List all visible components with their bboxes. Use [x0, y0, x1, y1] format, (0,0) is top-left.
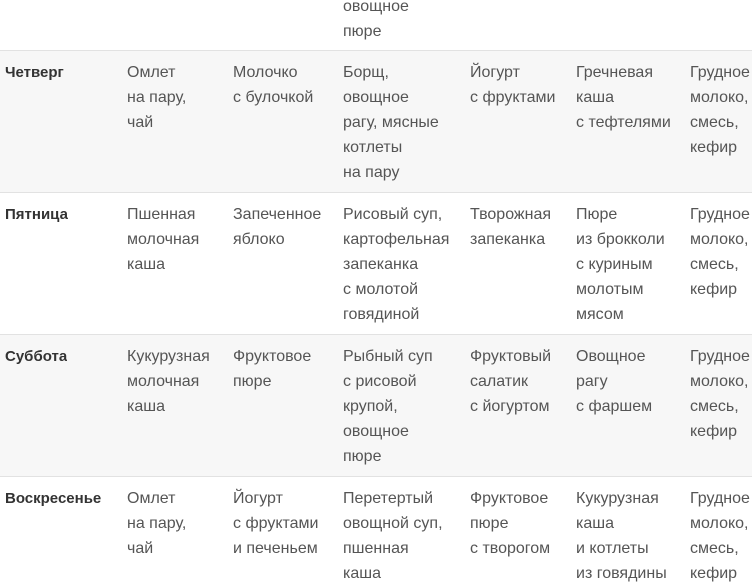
meal-cell-breakfast [127, 344, 227, 419]
meal-text-line: овощное [343, 0, 409, 15]
meal-text-line: овощное [343, 423, 409, 440]
meal-text-line: картофельная [343, 231, 450, 248]
meal-text-line: чай [127, 114, 154, 131]
meal-text-line: молоко, [690, 373, 749, 390]
meal-text-line: запеканка [470, 231, 546, 248]
meal-text-line: на пару, [127, 89, 187, 106]
meal-text-line: котлеты [343, 139, 403, 156]
meal-text-line: с куриным [576, 256, 653, 273]
day-label: Пятница [5, 206, 68, 223]
meal-cell-snack-1 [233, 202, 338, 252]
meal-text-line: с булочкой [233, 89, 314, 106]
meal-text-line: Рисовый суп, [343, 206, 443, 223]
meal-text-line: пюре [470, 515, 509, 532]
meal-text-line: Грудное [690, 348, 750, 365]
meal-cell-snack-2 [470, 202, 570, 252]
meal-text-line: с рисовой [343, 373, 417, 390]
meal-text-line: с фруктами [233, 515, 319, 532]
meal-text-line: из говядины [576, 565, 667, 582]
row-divider [0, 476, 752, 477]
meal-text-line: овощное [343, 89, 409, 106]
meal-text-line: и печеньем [233, 540, 318, 557]
meal-cell-lunch [343, 344, 463, 469]
meal-text-line: смесь, [690, 114, 739, 131]
meal-text-line: крупой, [343, 398, 398, 415]
row-divider [0, 192, 752, 193]
meal-text-line: пюре [343, 23, 382, 40]
meal-text-line: Перетертый [343, 490, 434, 507]
meal-text-line: молочная [127, 231, 200, 248]
meal-text-line: Кукурузная [576, 490, 659, 507]
meal-text-line: Йогурт [233, 490, 283, 507]
meal-text-line: кефир [690, 139, 738, 156]
meal-cell-dinner [576, 202, 684, 327]
meal-text-line: Молочко [233, 64, 298, 81]
meal-text-line: молочная [127, 373, 200, 390]
meal-cell-dinner [576, 344, 684, 419]
meal-text-line: молоко, [690, 515, 749, 532]
meal-text-line: пшенная [343, 540, 409, 557]
meal-cell-lunch [343, 60, 463, 185]
meal-text-line: Омлет [127, 490, 176, 507]
meal-text-line: кефир [690, 281, 738, 298]
meal-cell-breakfast [127, 486, 227, 561]
meal-text-line: молоко, [690, 231, 749, 248]
meal-text-line: каша [343, 565, 381, 582]
meal-text-line: Творожная [470, 206, 552, 223]
meal-text-line: Йогурт [470, 64, 520, 81]
meal-text-line: Омлет [127, 64, 176, 81]
meal-text-line: с фруктами [470, 89, 556, 106]
day-label: Четверг [5, 64, 64, 81]
day-label: Воскресенье [5, 490, 102, 507]
table-row [0, 0, 752, 50]
meal-text-line: каша [127, 398, 165, 415]
meal-text-line: и котлеты [576, 540, 649, 557]
meal-text-line: говядиной [343, 306, 420, 323]
meal-text-line: Грудное [690, 206, 750, 223]
row-divider [0, 334, 752, 335]
meal-text-line: Борщ, [343, 64, 389, 81]
meal-text-line: Рыбный суп [343, 348, 433, 365]
meal-cell-night [690, 60, 752, 160]
meal-text-line: с йогуртом [470, 398, 550, 415]
table-row [0, 50, 752, 192]
meal-cell-snack-2 [470, 344, 570, 419]
meal-text-line: смесь, [690, 540, 739, 557]
table-row [0, 476, 752, 585]
meal-cell-breakfast [127, 60, 227, 135]
day-label: Суббота [5, 348, 68, 365]
meal-cell-snack-2 [470, 60, 570, 110]
meal-cell-dinner [576, 60, 684, 135]
meal-cell-snack-1 [233, 486, 338, 561]
meal-text-line: Фруктовый [470, 348, 552, 365]
meal-text-line: из брокколи [576, 231, 665, 248]
meal-text-line: рагу, мясные [343, 114, 439, 131]
meal-cell-lunch [343, 202, 463, 327]
meal-text-line: Овощное [576, 348, 646, 365]
meal-text-line: каша [127, 256, 165, 273]
table-row [0, 334, 752, 476]
meal-cell-breakfast [127, 202, 227, 277]
meal-text-line: овощной суп, [343, 515, 443, 532]
meal-cell-snack-2 [470, 486, 570, 561]
meal-cell-dinner [576, 486, 684, 585]
meal-cell-night [690, 344, 752, 444]
meal-text-line: Пшенная [127, 206, 196, 223]
meal-text-line: Пюре [576, 206, 618, 223]
table-row [0, 192, 752, 334]
meal-text-line: салатик [470, 373, 529, 390]
meal-text-line: пюре [233, 373, 272, 390]
meal-text-line: Запеченное [233, 206, 322, 223]
meal-text-line: с молотой [343, 281, 419, 298]
meal-text-line: чай [127, 540, 154, 557]
meal-text-line: смесь, [690, 398, 739, 415]
meal-text-line: Фруктовое [470, 490, 549, 507]
meal-text-line: кефир [690, 423, 738, 440]
meal-cell-night [690, 486, 752, 585]
meal-text-line: рагу [576, 373, 608, 390]
meal-text-line: Грудное [690, 490, 750, 507]
meal-text-line: с фаршем [576, 398, 653, 415]
meal-text-line: Гречневая [576, 64, 653, 81]
meal-cell-night [690, 202, 752, 302]
meal-text-line: Фруктовое [233, 348, 312, 365]
meal-text-line: мясом [576, 306, 624, 323]
meal-text-line: каша [576, 89, 614, 106]
meal-text-line: кефир [690, 565, 738, 582]
meal-text-line: смесь, [690, 256, 739, 273]
meal-text-line: каша [576, 515, 614, 532]
meal-cell-lunch [343, 486, 463, 585]
meal-text-line: на пару, [127, 515, 187, 532]
meal-text-line: с творогом [470, 540, 551, 557]
meal-cell-snack-1 [233, 344, 338, 394]
meal-text-line: с тефтелями [576, 114, 671, 131]
meal-text-line: на пару [343, 164, 400, 181]
meal-cell-lunch [343, 0, 463, 44]
meal-text-line: молоко, [690, 89, 749, 106]
meal-text-line: яблоко [233, 231, 285, 248]
row-divider [0, 50, 752, 51]
meal-text-line: пюре [343, 448, 382, 465]
meal-text-line: запеканка [343, 256, 419, 273]
meal-text-line: молотым [576, 281, 644, 298]
meal-cell-snack-1 [233, 60, 338, 110]
meal-text-line: Грудное [690, 64, 750, 81]
meal-text-line: Кукурузная [127, 348, 210, 365]
